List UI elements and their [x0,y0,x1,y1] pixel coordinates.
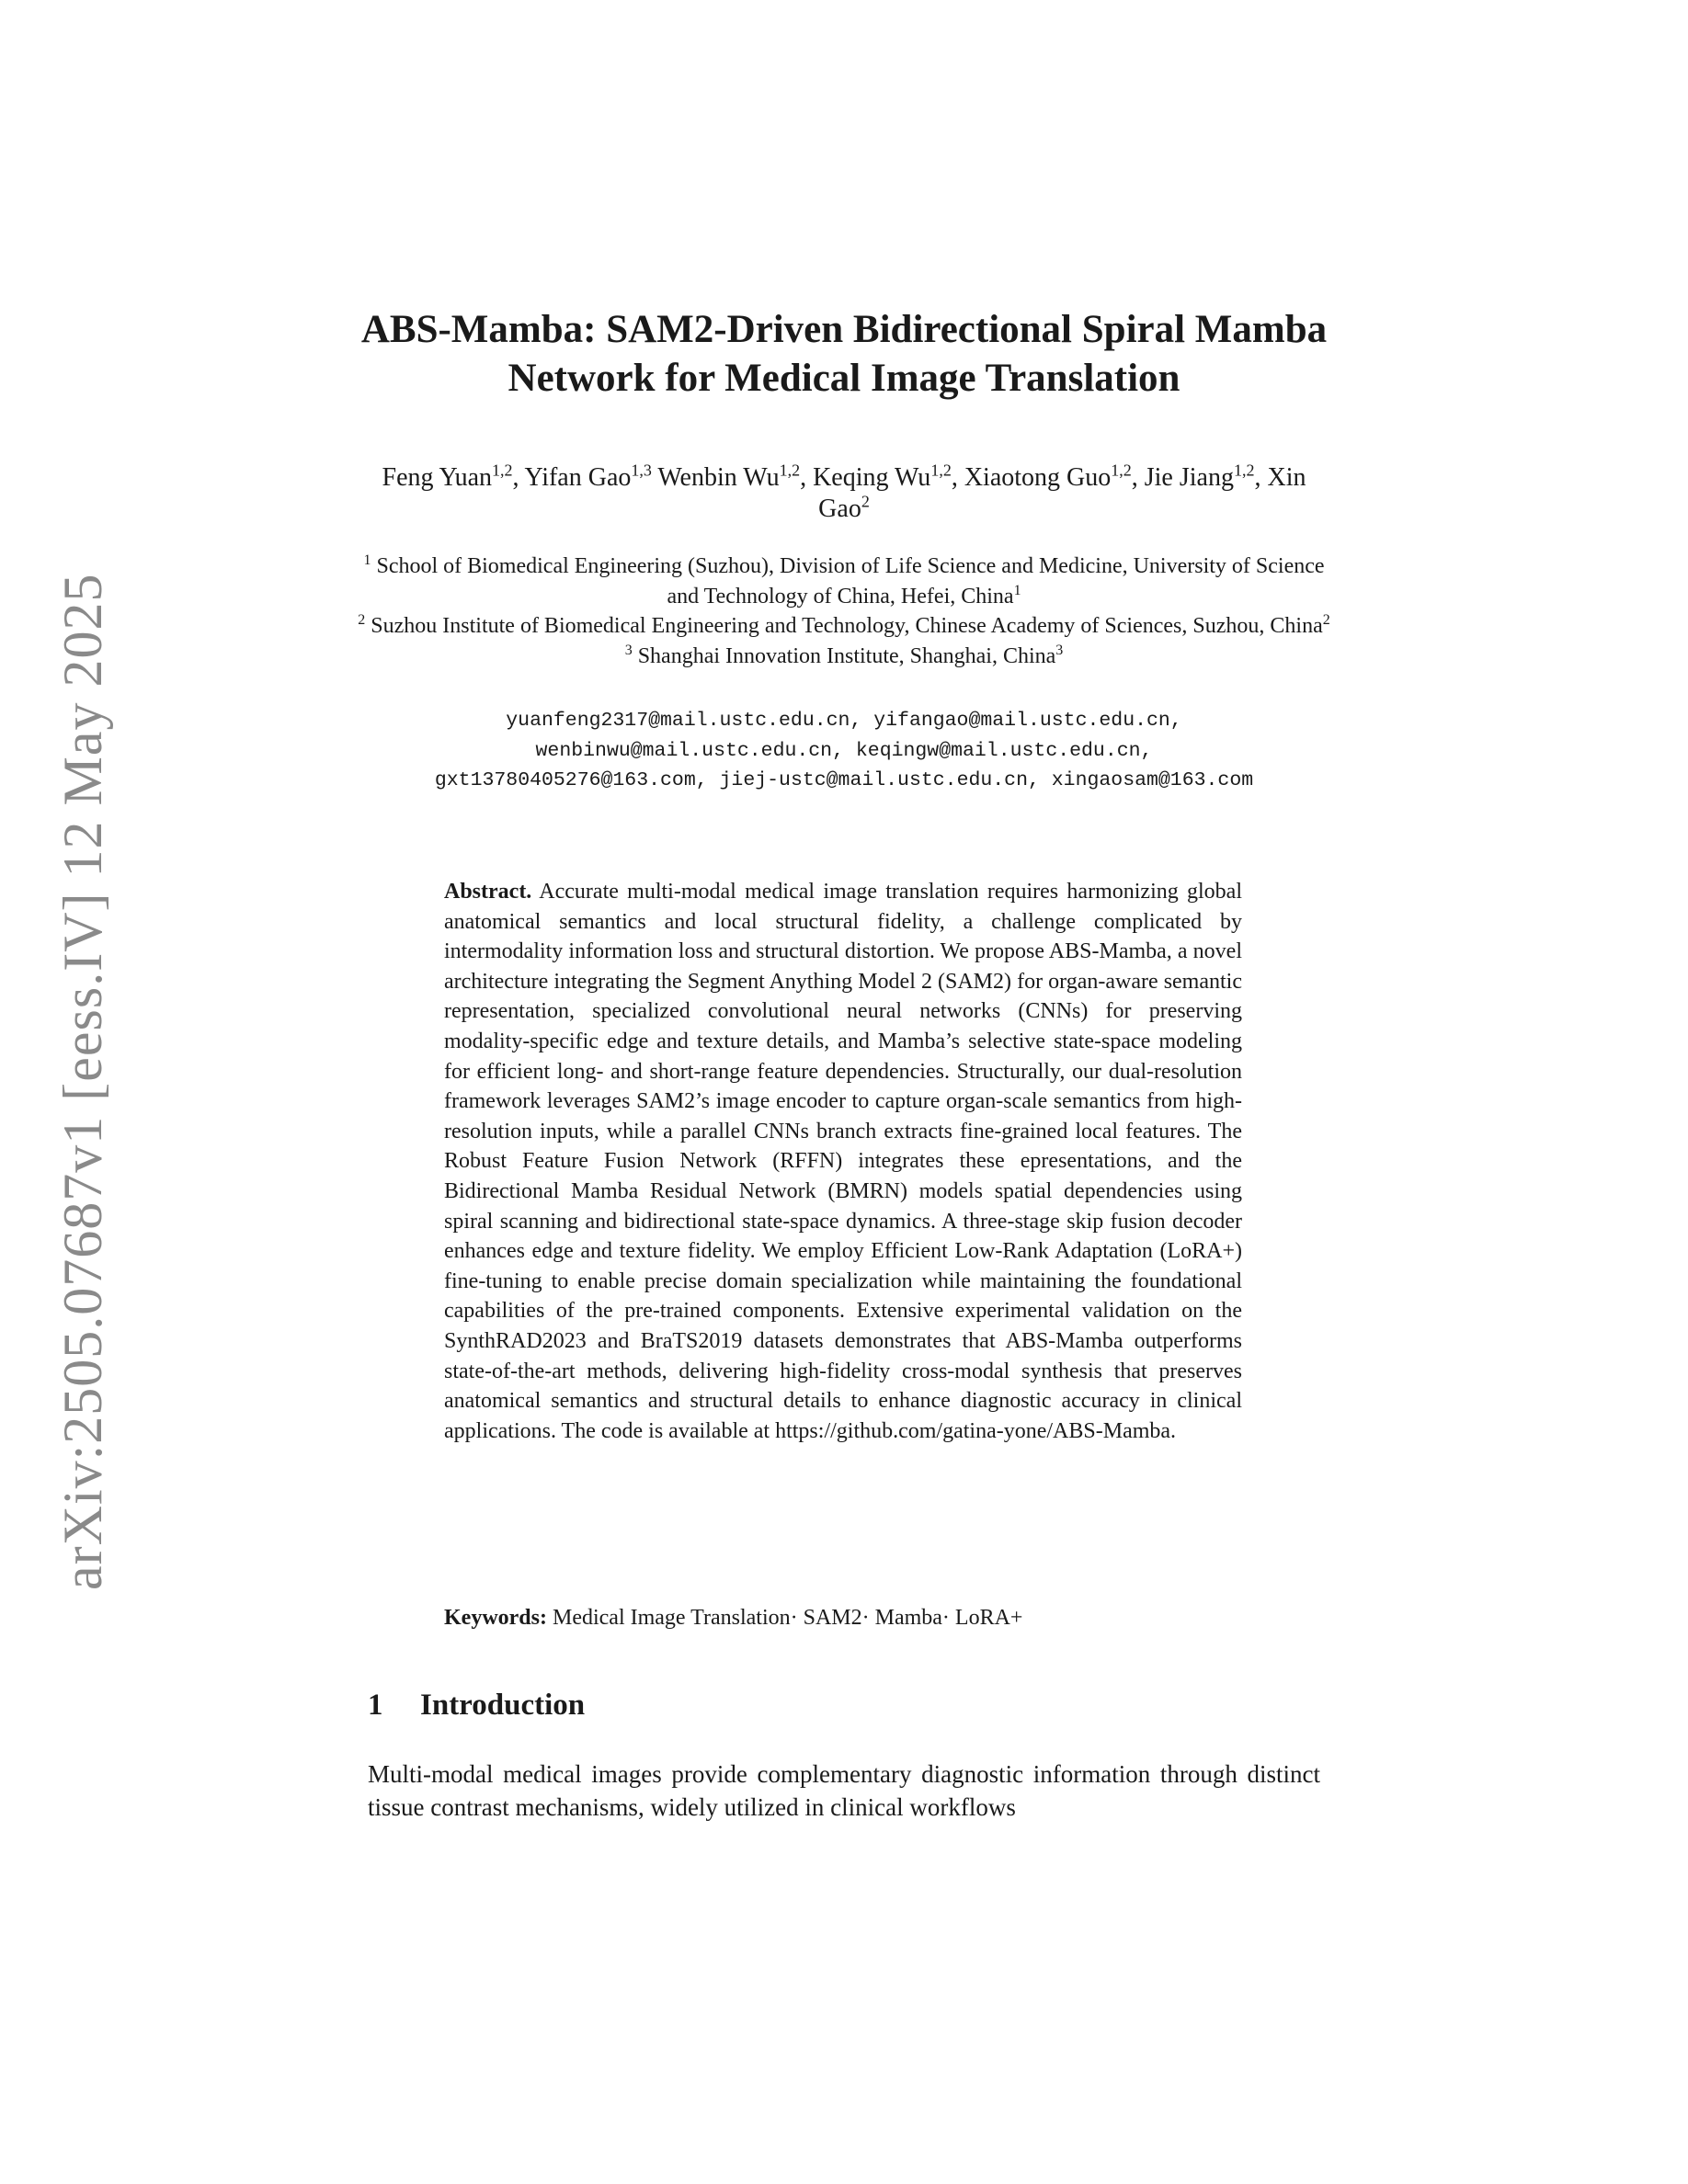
author: Feng Yuan$^{1,2}$, [382,461,525,492]
affiliations [349,552,1339,671]
keywords-label: Keywords: [444,1606,547,1630]
abstract-text: Accurate multi-modal medical image translation requires harmonizing global anatomical semantics and local structural fidelity, a challenge complicated by intermodality information loss and structural distortion. We propose ABS-Mamba, a novel architecture integrating the Segment Anything Model 2 (SAM2) for organ-aware semantic representation, specialized convolutional neural networks (CNNs) for preserving modality-specific edge and texture details, and Mamba’s selective state-space modeling for efficient long- and short-range feature dependencies. Structurally, our dual-resolution framework leverages SAM2’s image encoder to capture organ-scale semantics from high-resolution inputs, while a parallel CNNs branch extracts fine-grained local features. The Robust Feature Fusion Network (RFFN) integrates these epresentations, and the Bidirectional Mamba Residual Network (BMRN) models spatial dependencies using spiral scanning and bidirectional state-space dynamics. A three-stage skip fusion decoder enhances edge and texture fidelity. We employ Efficient Low-Rank Adaptation (LoRA+) fine-tuning to enable precise domain specialization while maintaining the foundational capabilities of the pre-trained components. Extensive experimental validation on the SynthRAD2023 and BraTS2019 datasets demonstrates that ABS-Mamba outperforms state-of-the-art methods, delivering high-fidelity cross-modal synthesis that preserves anatomical semantics and structural details to enhance diagnostic accuracy in clinical applications. The code is available at https://github.com/gatina-yone/ABS-Mamba. [444,880,1242,1443]
section-number: 1 [368,1689,383,1722]
arxiv-identifier-stamp: arXiv:2505.07687v1 [eess.IV] 12 May 2025 [52,573,113,1590]
email-line: wenbinwu@mail.ustc.edu.cn, keqingw@mail.ustc.edu.cn, [535,739,1153,762]
abstract [444,877,1242,1446]
author-list [359,462,1329,525]
paper-title: ABS-Mamba: SAM2-Driven Bidirectional Spiral Mamba Network for Medical Image Translation [360,308,1328,400]
author: Jie Jiang$^{1,2}$, [1144,461,1268,492]
keywords [444,1603,1242,1632]
email-line: yuanfeng2317@mail.ustc.edu.cn, yifangao@mail.ustc.edu.cn, [506,710,1182,732]
author: Keqing Wu$^{1,2}$, [813,461,964,492]
section-title: Introduction [420,1689,586,1722]
author: Xiaotong Guo$^{1,2}$, [964,461,1145,492]
author: Yifan Gao$^{1,3}$ [524,461,652,492]
keywords-text: Medical Image Translation· SAM2· Mamba· LoRA+ [552,1606,1023,1630]
author-emails [349,706,1339,796]
section-heading-introduction [368,1687,585,1723]
email-line: gxt13780405276@163.com, jiej-ustc@mail.ustc.edu.cn, xingaosam@163.com [434,769,1254,791]
author: Xin Gao$^2$ [818,463,1306,523]
author: Wenbin Wu$^{1,2}$, [657,461,814,492]
abstract-label: Abstract. [444,880,532,904]
affiliation: $^2$ Suzhou Institute of Biomedical Engineering and Technology, Chinese Academy of Sciences, Suzhou, China$^2$ [358,612,1330,638]
affiliation: $^3$ Shanghai Innovation Institute, Shanghai, China$^3$ [624,642,1064,668]
introduction-paragraph: Multi-modal medical images provide complementary diagnostic information through distinct tissue contrast mechanisms, widely utilized in clinical workflows [368,1760,1320,1821]
affiliation: $^1$ School of Biomedical Engineering (Suzhou), Division of Life Science and Medicine, University of Science and Technology of China, Hefei, China$^1$ [363,552,1325,609]
